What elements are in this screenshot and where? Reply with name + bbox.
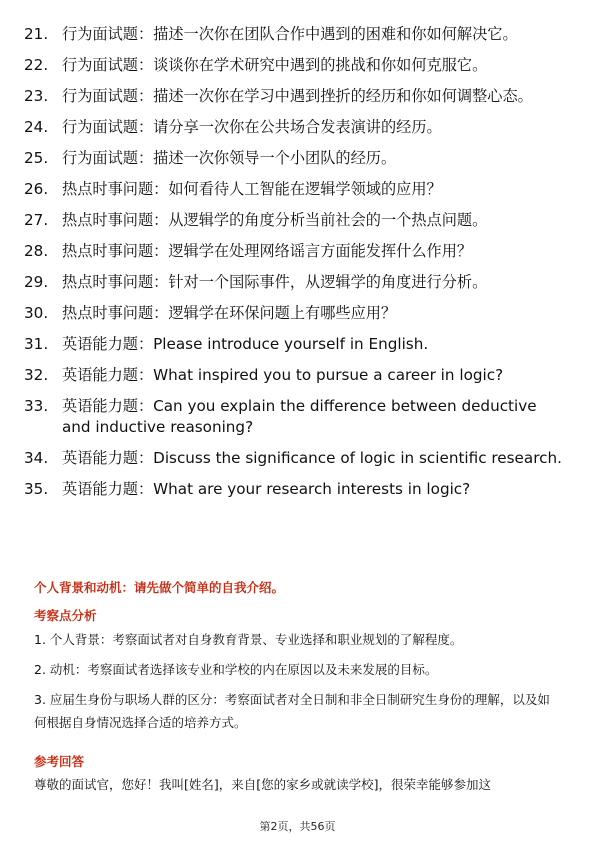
question-item [24,396,564,438]
question-number: 32. [24,366,49,384]
question-text: 英语能力题：What inspired you to pursue a career in logic? [62,366,504,384]
question-number: 26. [24,180,49,198]
question-text: 热点时事问题：逻辑学在处理网络谣言方面能发挥什么作用？ [62,242,473,260]
question-item [24,148,564,169]
analysis-heading: 考察点分析 [34,608,97,623]
answer-heading: 参考回答 [34,754,85,769]
question-text: 英语能力题：What are your research interests in logic? [62,480,471,498]
question-number: 27. [24,211,49,229]
question-list [24,24,564,510]
question-text: 英语能力题：Discuss the significance of logic in scientific research. [62,449,562,467]
answer-text: 尊敬的面试官，您好！我叫[姓名]，来自[您的家乡或就读学校]，很荣幸能够参加这 [34,777,492,792]
question-item [24,272,564,293]
question-number: 35. [24,480,49,498]
question-text: 行为面试题：描述一次你在学习中遇到挫折的经历和你如何调整心态。 [62,87,533,105]
question-number: 23. [24,87,49,105]
question-item [24,117,564,138]
question-item [24,210,564,231]
section-question-heading: 个人背景和动机：请先做个简单的自我介绍。 [34,580,285,595]
question-text: 热点时事问题：针对一个国际事件，从逻辑学的角度进行分析。 [62,273,488,291]
question-item [24,86,564,107]
question-text: 英语能力题：Please introduce yourself in English. [62,335,429,353]
question-item [24,303,564,324]
question-text: 行为面试题：请分享一次你在公共场合发表演讲的经历。 [62,118,442,136]
question-item [24,55,564,76]
question-item [24,179,564,200]
question-item [24,241,564,262]
question-number: 33. [24,397,49,415]
question-number: 29. [24,273,49,291]
question-text: 行为面试题：描述一次你在团队合作中遇到的困难和你如何解决它。 [62,25,518,43]
question-number: 28. [24,242,49,260]
question-item [24,334,564,355]
analysis-point: 2. 动机：考察面试者选择该专业和学校的内在原因以及未来发展的目标。 [34,662,438,677]
question-number: 31. [24,335,49,353]
question-item [24,479,564,500]
question-number: 21. [24,25,49,43]
question-item [24,24,564,45]
question-number: 34. [24,449,49,467]
question-number: 24. [24,118,49,136]
question-item [24,448,564,469]
question-text: 热点时事问题：从逻辑学的角度分析当前社会的一个热点问题。 [62,211,488,229]
question-text: 热点时事问题：逻辑学在环保问题上有哪些应用？ [62,304,397,322]
question-text: 热点时事问题：如何看待人工智能在逻辑学领域的应用？ [62,180,442,198]
question-number: 25. [24,149,49,167]
page-footer: 第2页，共56页 [259,820,336,833]
analysis-point: 1. 个人背景：考察面试者对自身教育背景、专业选择和职业规划的了解程度。 [34,632,463,647]
question-text: 行为面试题：描述一次你领导一个小团队的经历。 [62,149,397,167]
question-number: 30. [24,304,49,322]
question-text: 英语能力题：Can you explain the difference between deductive and inductive reasoning? [62,397,537,436]
question-text: 行为面试题：谈谈你在学术研究中遇到的挑战和你如何克服它。 [62,56,488,74]
question-item [24,365,564,386]
question-number: 22. [24,56,49,74]
analysis-point: 3. 应届生身份与职场人群的区分：考察面试者对全日制和非全日制研究生身份的理解，以及如何根据自身情况选择合适的培养方式。 [34,692,550,730]
